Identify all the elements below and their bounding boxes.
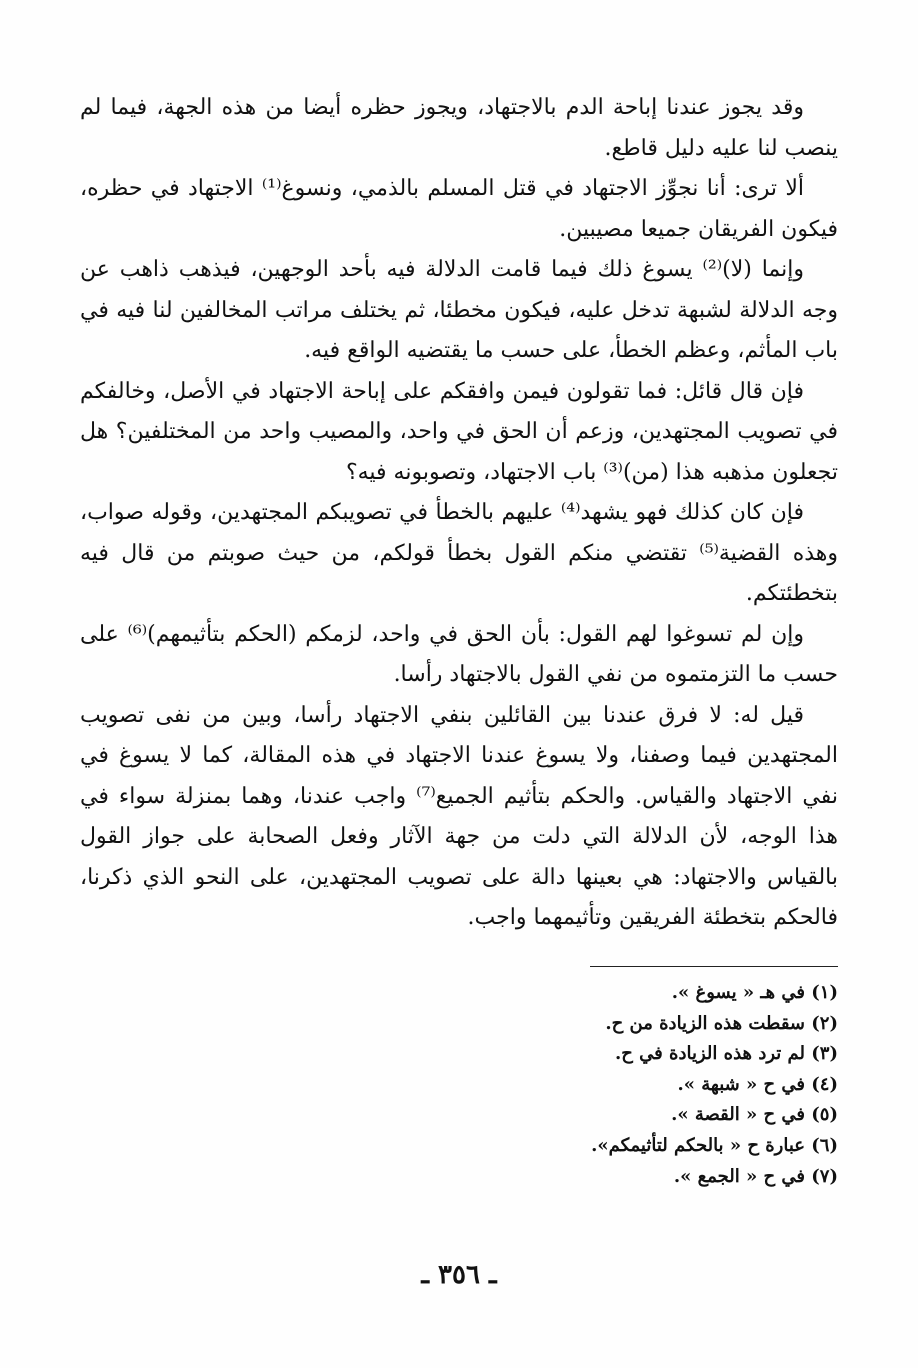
paragraph: قيل له: لا فرق عندنا بين القائلين بنفي الاجتهاد رأسا، وبين من نفى تصويب المجتهدين فيما وصفنا، ولا يسوغ عندنا الاجتهاد في هذه المقالة، كما لا يسوغ في نفي الاجتهاد والقياس. والحكم بتأثيم الجميع⁽⁷⁾ واجب عندنا، وهما بمنزلة سواء في هذا الوجه، لأن الدلالة التي دلت من جهة الآثار وفعل الصحابة على جواز القول بالقياس والاجتهاد: هي بعينها دالة على تصويب المجتهدين، على النحو الذي ذكرنا، فالحكم بتخطئة الفريقين وتأثيمهما واجب. [80,702,838,930]
footnote: (٦) عبارة ح « بالحكم لتأثيمكم». [591,1134,838,1156]
paragraph: ألا ترى: أنا نجوِّز الاجتهاد في قتل المسلم بالذمي، ونسوغ⁽¹⁾ الاجتهاد في حظره، فيكون الفريقان جميعا مصيبين. [80,176,838,242]
footnote: (٣) لم ترد هذه الزيادة في ح. [615,1043,838,1065]
footnotes [80,978,838,1192]
paragraph: فإن قال قائل: فما تقولون فيمن وافقكم على إباحة الاجتهاد في الأصل، وخالفكم في تصويب المجتهدين، وزعم أن الحق في واحد، والمصيب واحد من المختلفين؟ هل تجعلون مذهبه هذا (من)⁽³⁾ باب الاجتهاد، وتصوبونه فيه؟ [80,378,838,485]
footnote-divider [590,966,838,967]
paragraph: وقد يجوز عندنا إباحة الدم بالاجتهاد، ويجوز حظره أيضا من هذه الجهة، فيما لم ينصب لنا عليه دليل قاطع. [80,95,838,161]
paragraph: فإن كان كذلك فهو يشهد⁽⁴⁾ عليهم بالخطأ في تصويبكم المجتهدين، وقوله صواب، وهذه القضية⁽⁵⁾ تقتضي منكم القول بخطأ قولكم، من حيث صوبتم من قال فيه بتخطئتكم. [80,500,839,606]
footnote: (٢) سقطت هذه الزيادة من ح. [605,1012,838,1034]
paragraph: وإنما (لا)⁽²⁾ يسوغ ذلك فيما قامت الدلالة فيه بأحد الوجهين، فيذهب ذاهب عن وجه الدلالة لشبهة تدخل عليه، فيكون مخطئا، ثم يختلف مراتب المخالفين لنا فيه في باب المأثم، وعظم الخطأ، على حسب ما يقتضيه الواقع فيه. [80,257,838,363]
paragraph: وإن لم تسوغوا لهم القول: بأن الحق في واحد، لزمكم (الحكم بتأثيمهم)⁽⁶⁾ على حسب ما التزمتموه من نفي القول بالاجتهاد رأسا. [80,621,838,687]
footnote: (٧) في ح « الجمع ». [673,1165,838,1187]
footnote: (١) في هـ « يسوغ ». [671,982,838,1003]
footnote: (٤) في ح « شبهة ». [677,1073,838,1095]
main-text [80,88,838,939]
footnote: (٥) في ح « القصة ». [671,1104,838,1126]
page-number: ـ ٣٥٦ ـ [421,1260,497,1290]
